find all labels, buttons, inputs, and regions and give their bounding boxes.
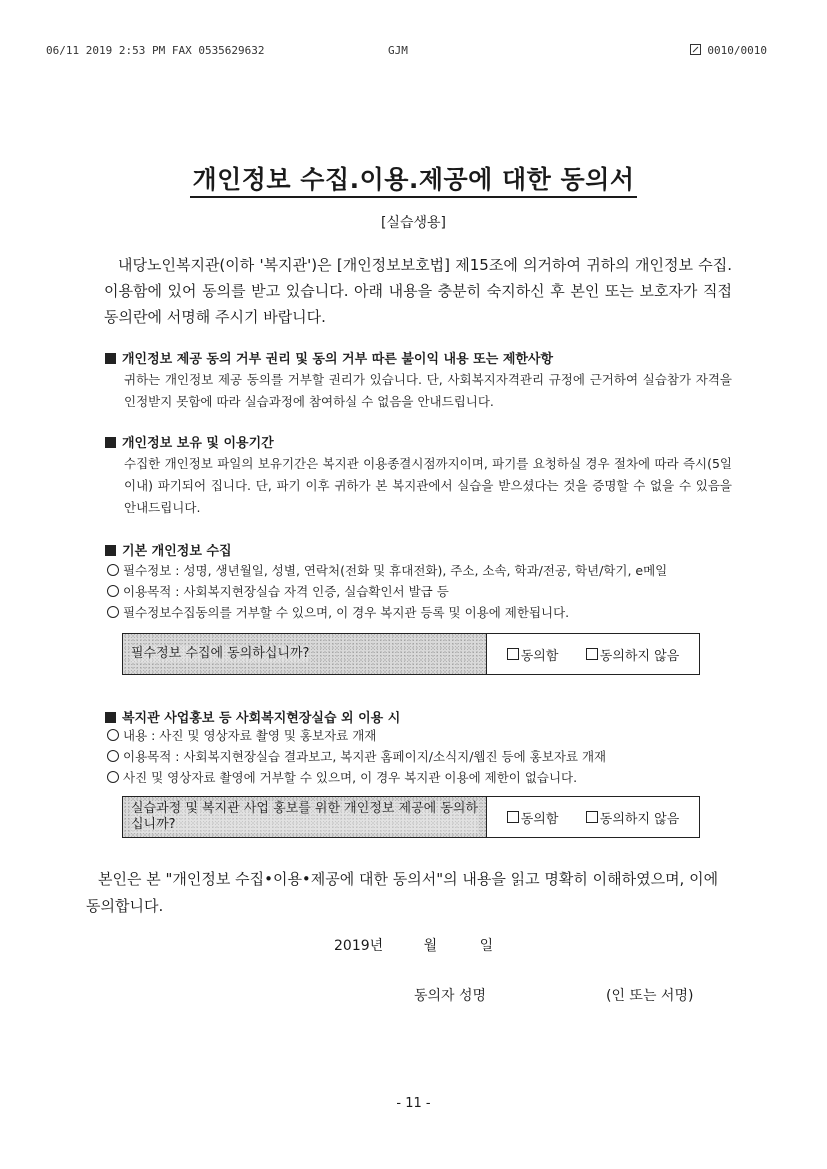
square-bullet-icon (105, 353, 116, 364)
date-day: 일 (479, 938, 494, 954)
section-3-items (107, 560, 737, 623)
document-title (0, 160, 827, 196)
circle-bullet-icon (107, 729, 119, 741)
section-4-heading (105, 707, 400, 726)
checkbox-icon[interactable] (586, 811, 598, 823)
intro-paragraph: 내당노인복지관(이하 '복지관')은 [개인정보보호법] 제15조에 의거하여 귀하의 개인정보 수집.이용함에 있어 동의를 받고 있습니다. 아래 내용을 충분히 숙지하신 후 본인 또는 보호자가 직접 동의란에 서명해 주시기 바랍니다. (104, 256, 732, 326)
circle-bullet-icon (107, 585, 119, 597)
fax-header-left: 06/11 2019 2:53 PM FAX 0535629632 (46, 44, 265, 57)
date-month: 월 (423, 938, 438, 954)
agree-option[interactable] (507, 808, 559, 827)
consent-question (123, 797, 487, 837)
circle-bullet-icon (107, 750, 119, 762)
fax-header-middle: GJM (388, 44, 408, 57)
circle-bullet-icon (107, 771, 119, 783)
fax-page-icon (690, 44, 701, 55)
section-3-heading (105, 540, 232, 559)
checkbox-icon[interactable] (586, 648, 598, 660)
section-4-items (107, 725, 737, 788)
consent-options (487, 797, 699, 837)
agree-option[interactable] (507, 645, 559, 664)
section-2-heading-text: 개인정보 보유 및 이용기간 (122, 436, 274, 451)
fax-header-right (690, 44, 767, 57)
disagree-option[interactable] (586, 808, 679, 827)
section-1-heading-text: 개인정보 제공 동의 거부 권리 및 동의 거부 따른 불이익 내용 또는 제한사항 (122, 352, 554, 367)
list-item (107, 602, 737, 623)
fax-page-count: 0010/0010 (707, 44, 767, 57)
agree-label: 동의함 (520, 648, 559, 664)
document-title-text: 개인정보 수집.이용.제공에 대한 동의서 (190, 165, 636, 198)
date-line[interactable] (334, 935, 493, 955)
list-item (107, 725, 737, 746)
list-item (107, 746, 737, 767)
page-number: - 11 - (396, 1096, 431, 1111)
circle-bullet-icon (107, 564, 119, 576)
section-2-body: 수집한 개인정보 파일의 보유기간은 복지관 이용종결시점까지이며, 파기를 요청하실 경우 절차에 따라 즉시(5일 이내) 파기되어 집니다. 단, 파기 이후 귀하가 본 복지관에서 실습을 받으셨다는 것을 증명할 수 없을 수 있음을 안내드립니다. (124, 456, 732, 515)
signature-field[interactable]: (인 또는 서명) (606, 988, 694, 1004)
section-1-heading (105, 348, 553, 367)
consent-question-text: 실습과정 및 복지관 사업 홍보를 위한 개인정보 제공에 동의하십니까? (131, 801, 479, 832)
list-item-text: 사진 및 영상자료 촬영에 거부할 수 있으며, 이 경우 복지관 이용에 제한이 없습니다. (123, 770, 578, 785)
list-item-text: 필수정보수집동의를 거부할 수 있으며, 이 경우 복지관 등록 및 이용에 제한됩니다. (123, 605, 570, 620)
list-item-text: 필수정보 : 성명, 생년월일, 성별, 연락처(전화 및 휴대전화), 주소, 소속, 학과/전공, 학년/학기, e메일 (123, 563, 668, 578)
disagree-option[interactable] (586, 645, 679, 664)
consent-box-required (122, 633, 700, 675)
list-item (107, 767, 737, 788)
disagree-label: 동의하지 않음 (599, 811, 680, 827)
section-2-heading (105, 432, 274, 451)
consent-statement: 본인은 본 "개인정보 수집•이용•제공에 대한 동의서"의 내용을 읽고 명확히 이해하였으며, 이에 동의합니다. (86, 870, 719, 915)
section-4-heading-text: 복지관 사업홍보 등 사회복지현장실습 외 이용 시 (122, 711, 401, 726)
date-year: 2019년 (334, 938, 384, 954)
list-item (107, 581, 737, 602)
square-bullet-icon (105, 712, 116, 723)
list-item-text: 이용목적 : 사회복지현장실습 자격 인증, 실습확인서 발급 등 (123, 584, 449, 599)
document-subtitle: [실습생용] (380, 215, 447, 231)
list-item-text: 내용 : 사진 및 영상자료 촬영 및 홍보자료 개재 (123, 728, 377, 743)
list-item-text: 이용목적 : 사회복지현장실습 결과보고, 복지관 홈페이지/소식지/웹진 등에 홍보자료 개재 (123, 749, 607, 764)
section-1-body: 귀하는 개인정보 제공 동의를 거부할 권리가 있습니다. 단, 사회복지자격관리 규정에 근거하여 실습참가 자격을 인정받지 못함에 따라 실습과정에 참여하실 수 없음을 안내드립니다. (124, 372, 732, 409)
consent-question (123, 634, 487, 674)
checkbox-icon[interactable] (507, 648, 519, 660)
circle-bullet-icon (107, 606, 119, 618)
signature-label: 동의자 성명 (414, 988, 487, 1004)
disagree-label: 동의하지 않음 (599, 648, 680, 664)
list-item (107, 560, 737, 581)
consent-question-text: 필수정보 수집에 동의하십니까? (131, 646, 310, 661)
fax-header (46, 44, 767, 62)
square-bullet-icon (105, 545, 116, 556)
consent-options (487, 634, 699, 674)
agree-label: 동의함 (520, 811, 559, 827)
consent-box-promotion (122, 796, 700, 838)
section-3-heading-text: 기본 개인정보 수집 (122, 544, 232, 559)
square-bullet-icon (105, 437, 116, 448)
checkbox-icon[interactable] (507, 811, 519, 823)
